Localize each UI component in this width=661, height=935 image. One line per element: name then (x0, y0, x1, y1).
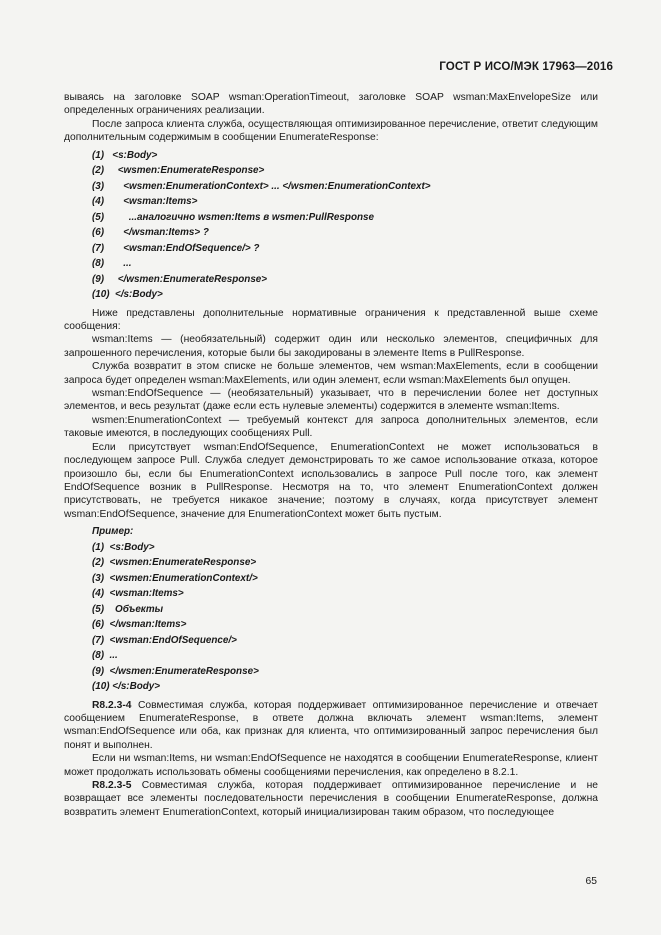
code-listing-example (64, 524, 598, 695)
code-line: (10) </s:Body> (92, 289, 163, 301)
paragraph: wsman:Items — (необязательный) содержит один или несколько элементов, специфичных для запрошенного перечисления, которые были бы закодированы в элементе Items в PullResponse. (64, 334, 598, 359)
page-number: 65 (585, 876, 597, 887)
code-line: (1) <s:Body> (92, 541, 155, 553)
document-body (64, 91, 598, 819)
requirement-r8-2-3-4 (64, 699, 598, 753)
code-line: (6) </wsman:Items> ? (92, 227, 209, 239)
paragraph: После запроса клиента служба, осуществляющая оптимизированное перечисление, ответит следующим дополнительным содержимым в сообщении EnumerateResponse: (64, 118, 598, 144)
code-line: (2) <wsmen:EnumerateResponse> (92, 557, 257, 569)
code-line: (8) ... (92, 650, 118, 662)
requirement-label: R8.2.3-4 (92, 699, 132, 711)
code-line: (3) <wsmen:EnumerationContext> ... </wsmen:EnumerationContext> (92, 180, 431, 192)
paragraph: Если присутствует wsman:EndOfSequence, EnumerationContext не может использоваться в последующем запросе Pull. Служба следует демонстрировать то же самое использование отказа, которое произошло бы, если бы EnumerationContext использовались в запросе Pull после того, как элемент EndOfSequence возник в PullResponse. Несмотря на то, что элемент EnumerationContext должен присутствовать, не требуется никакое значение; поэтому в случаях, когда присутствует элемент wsman:EndOfSequence, значение для EnumerationContext может быть пустым. (64, 441, 598, 520)
code-line: (5) ...аналогично wsmen:Items в wsmen:PullResponse (92, 211, 374, 223)
code-listing-response (64, 148, 598, 303)
example-heading: Пример: (92, 526, 134, 538)
paragraph: wsmen:EnumerationContext — требуемый контекст для запроса дополнительных элементов, если таковые имеются, в последующих сообщениях Pull. (64, 414, 598, 440)
code-line: (3) <wsmen:EnumerationContext/> (92, 572, 258, 584)
document-header: ГОСТ Р ИСО/МЭК 17963—2016 (439, 60, 613, 73)
code-line: (2) <wsmen:EnumerateResponse> (92, 165, 265, 177)
paragraph: wsman:EndOfSequence — (необязательный) указывает, что в перечислении более нет доступных элементов, и весь результат (даже если есть нулевые элементы) содержится в элементе wsman:Items. (64, 388, 598, 413)
code-line: (10) </s:Body> (92, 681, 161, 693)
code-line: (1) <s:Body> (92, 149, 158, 161)
requirement-r8-2-3-5 (64, 779, 598, 819)
code-line: (5) Объекты (92, 603, 164, 615)
paragraph: Ниже представлены дополнительные нормативные ограничения к представленной выше схеме сообщения: (64, 307, 598, 333)
paragraph: Если ни wsman:Items, ни wsman:EndOfSequence не находятся в сообщении EnumerateResponse, клиент может продолжать использовать обмены сообщениями перечисления, как определено в 8.2.1. (64, 753, 598, 778)
paragraph: вываясь на заголовке SOAP wsman:OperationTimeout, заголовке SOAP wsman:MaxEnvelopeSize или определенных ограничениях реализации. (64, 92, 598, 117)
code-line: (7) <wsman:EndOfSequence/> ? (92, 242, 260, 254)
code-line: (4) <wsman:Items> (92, 196, 198, 208)
code-line: (6) </wsman:Items> (92, 619, 187, 631)
requirement-text: Совместимая служба, которая поддерживает оптимизированное перечисление и не возвращает все элементы последовательности перечисления в сообщении EnumerateResponse, должна возвратить элемент EnumerationContext, который инициализирован таким образом, что последующее (64, 780, 598, 818)
code-line: (7) <wsman:EndOfSequence/> (92, 634, 237, 646)
requirement-text: Совместимая служба, которая поддерживает оптимизированное перечисление и отвечает сообщением EnumerateResponse, в ответе должна включать элемент wsman:Items, элемент wsman:EndOfSequence или оба, как признак для клиента, что оптимизированный запрос перечисления был понят и выполнен. (64, 699, 598, 751)
code-line: (9) </wsmen:EnumerateResponse> (92, 665, 259, 677)
code-line: (8) ... (92, 258, 132, 270)
requirement-label: R8.2.3-5 (92, 780, 132, 792)
paragraph: Служба возвратит в этом списке не больше элементов, чем wsman:MaxElements, если в сообщении запроса будет определен wsman:MaxElements, или один элемент, если wsman:MaxElements был опущен. (64, 361, 598, 386)
code-line: (9) </wsmen:EnumerateResponse> (92, 273, 268, 285)
code-line: (4) <wsman:Items> (92, 588, 184, 600)
